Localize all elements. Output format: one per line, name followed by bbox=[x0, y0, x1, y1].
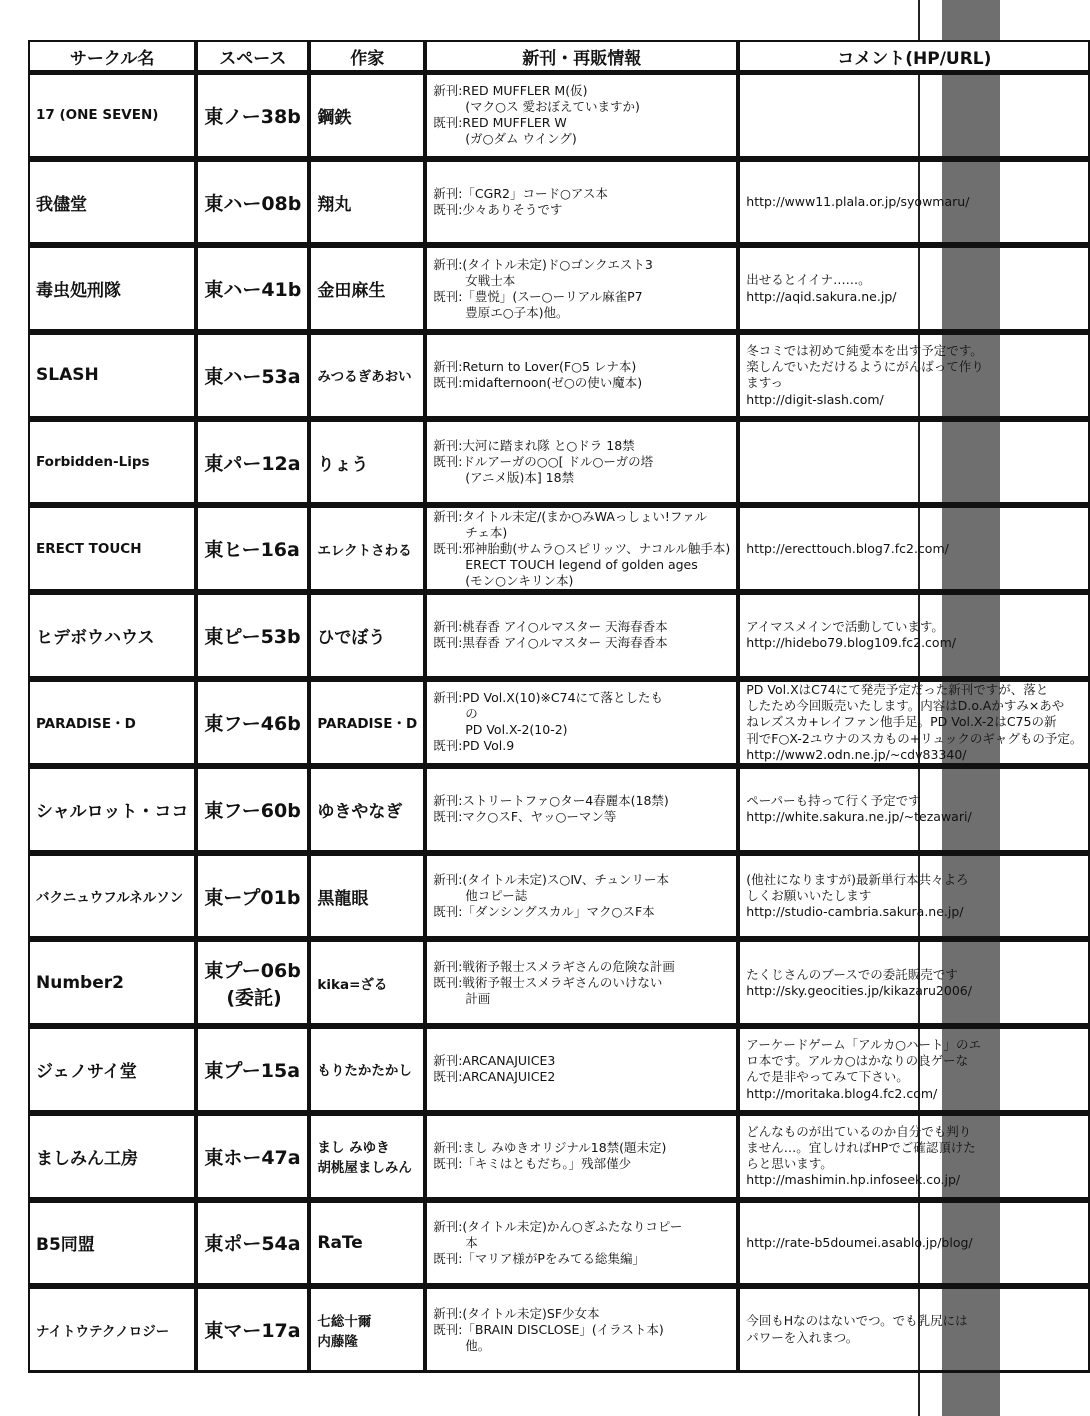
release-info-line: 新刊:桃春香 アイ○ルマスター 天海春香本 bbox=[433, 619, 668, 635]
circle-name: PARADISE・D bbox=[36, 716, 136, 733]
release-info-line: 新刊:ARCANAJUICE3 bbox=[433, 1053, 556, 1069]
release-info-cell bbox=[425, 1200, 738, 1287]
comment-cell bbox=[738, 1286, 1090, 1373]
circle-name-cell bbox=[28, 72, 196, 159]
comment-line: 冬コミでは初めて純愛本を出す予定です。 bbox=[746, 342, 983, 358]
comment-line: んで是非やってみて下さい。 bbox=[746, 1069, 909, 1085]
space-number: 東ハー41b bbox=[204, 279, 302, 302]
release-info-line: (アニメ版)本] 18禁 bbox=[465, 470, 575, 486]
release-info-line: 既刊:「キミはともだち。」残部僅少 bbox=[433, 1156, 632, 1172]
comment-url: http://hidebo79.blog109.fc2.com/ bbox=[746, 635, 956, 651]
release-info-line: 新刊:(タイトル未定)かん○ぎふたなりコピー bbox=[433, 1218, 683, 1234]
author-cell bbox=[309, 505, 425, 592]
release-info-line: 新刊:「CGR2」コード○アス本 bbox=[433, 186, 608, 202]
comment-cell bbox=[738, 505, 1090, 592]
space-number: 東ープ01b bbox=[204, 886, 301, 909]
release-info-line: 新刊:(タイトル未定)ド○ゴンクエスト3 bbox=[433, 256, 653, 272]
circle-name-cell bbox=[28, 332, 196, 419]
release-info-line: 新刊:戦術予報士スメラギさんの危険な計画 bbox=[433, 958, 675, 974]
circle-name-cell bbox=[28, 1286, 196, 1373]
header-info: 新刊・再販情報 bbox=[425, 40, 738, 72]
table-row bbox=[28, 939, 1090, 1026]
circle-name-cell bbox=[28, 1113, 196, 1200]
release-info-line: 既刊:「ダンシングスカル」マク○スF本 bbox=[433, 904, 655, 920]
space-cell bbox=[196, 939, 309, 1026]
table-row bbox=[28, 159, 1090, 246]
comment-cell bbox=[738, 679, 1090, 766]
author-name: 鋼鉄 bbox=[317, 107, 352, 128]
release-info-line: 他。 bbox=[465, 1337, 491, 1353]
circle-name-cell bbox=[28, 505, 196, 592]
release-info-cell bbox=[425, 679, 738, 766]
comment-line: 楽しんでいただけるようにがんばって作り bbox=[746, 359, 984, 375]
space-note: (委託) bbox=[226, 986, 282, 1009]
author-name-2: 内藤隆 bbox=[317, 1333, 358, 1350]
release-info-line: 既刊:「マリア様がPをみてる総集編」 bbox=[433, 1250, 645, 1266]
release-info-line: 新刊:Return to Lover(F○5 レナ本) bbox=[433, 359, 637, 375]
header-author: 作家 bbox=[309, 40, 425, 72]
space-cell bbox=[196, 766, 309, 853]
release-info-line: 既刊:ARCANAJUICE2 bbox=[433, 1069, 556, 1085]
author-cell bbox=[309, 1286, 425, 1373]
release-info-cell bbox=[425, 766, 738, 853]
release-info-cell bbox=[425, 853, 738, 940]
circle-name-cell bbox=[28, 159, 196, 246]
comment-line: たくじさんのブースでの委託販売です bbox=[746, 966, 958, 982]
circle-list-table bbox=[28, 40, 1090, 1373]
circle-name: ジェノサイ堂 bbox=[36, 1061, 137, 1082]
table-row bbox=[28, 853, 1090, 940]
comment-line: ねレズスカ+レイファン他手足。PD Vol.X-2はC75の新 bbox=[746, 714, 1057, 730]
author-cell bbox=[309, 332, 425, 419]
comment-url: http://white.sakura.ne.jp/~tezawari/ bbox=[746, 809, 972, 825]
table-row bbox=[28, 592, 1090, 679]
space-cell bbox=[196, 505, 309, 592]
comment-cell bbox=[738, 1113, 1090, 1200]
space-number: 東ハー08b bbox=[204, 192, 302, 215]
table-row bbox=[28, 679, 1090, 766]
release-info-line: 既刊:マク○スF、ヤッ○ーマン等 bbox=[433, 809, 617, 825]
author-name: RaTe bbox=[317, 1232, 363, 1253]
author-name: 翔丸 bbox=[317, 194, 352, 215]
author-cell bbox=[309, 419, 425, 506]
comment-cell bbox=[738, 419, 1090, 506]
table-header bbox=[28, 40, 1090, 72]
release-info-cell bbox=[425, 245, 738, 332]
circle-name: Forbidden-Lips bbox=[36, 454, 150, 471]
author-cell bbox=[309, 592, 425, 679]
comment-line: PD Vol.XはC74にて発売予定だった新刊ですが、落と bbox=[746, 681, 1049, 697]
space-cell bbox=[196, 853, 309, 940]
table-body bbox=[28, 72, 1090, 1373]
comment-line: ますっ bbox=[746, 375, 784, 391]
comment-cell bbox=[738, 72, 1090, 159]
author-cell bbox=[309, 853, 425, 940]
comment-url: http://aqid.sakura.ne.jp/ bbox=[746, 288, 897, 304]
release-info-line: (マク○ス 愛おぼえていますか) bbox=[465, 99, 640, 115]
release-info-cell bbox=[425, 72, 738, 159]
space-number: 東ポー54a bbox=[204, 1233, 301, 1256]
release-info-cell bbox=[425, 505, 738, 592]
release-info-cell bbox=[425, 159, 738, 246]
author-name: PARADISE・D bbox=[317, 716, 418, 733]
comment-line: (他社になりますが)最新単行本共々よろ bbox=[746, 871, 969, 887]
space-cell bbox=[196, 1286, 309, 1373]
release-info-line: 既刊:midafternoon(ゼ○の使い魔本) bbox=[433, 375, 643, 391]
table-row bbox=[28, 332, 1090, 419]
comment-url: http://www2.odn.ne.jp/~cdv83340/ bbox=[746, 746, 967, 762]
space-cell bbox=[196, 245, 309, 332]
table-row bbox=[28, 245, 1090, 332]
circle-name-cell bbox=[28, 766, 196, 853]
release-info-cell bbox=[425, 332, 738, 419]
comment-cell bbox=[738, 332, 1090, 419]
space-number: 東プー15a bbox=[204, 1059, 301, 1082]
release-info-line: 新刊:(タイトル未定)ス○Ⅳ、チュンリー本 bbox=[433, 872, 669, 888]
space-cell bbox=[196, 72, 309, 159]
circle-name-cell bbox=[28, 419, 196, 506]
circle-name-cell bbox=[28, 679, 196, 766]
author-cell bbox=[309, 159, 425, 246]
circle-name: ナイトウテクノロジー bbox=[36, 1323, 170, 1340]
circle-name: バクニュウフルネルソン bbox=[36, 890, 184, 907]
circle-name-cell bbox=[28, 853, 196, 940]
author-cell bbox=[309, 1026, 425, 1113]
comment-line: どんなものが出ているのか自分でも判り bbox=[746, 1123, 972, 1139]
comment-line: アーケードゲーム「アルカ○ハート」のエ bbox=[746, 1036, 982, 1052]
author-cell bbox=[309, 245, 425, 332]
space-number: 東ヒー16a bbox=[204, 539, 300, 562]
table-row bbox=[28, 1026, 1090, 1113]
author-cell bbox=[309, 72, 425, 159]
comment-line: アイマスメインで活動しています。 bbox=[746, 619, 944, 635]
comment-url: http://moritaka.blog4.fc2.com/ bbox=[746, 1085, 938, 1101]
comment-cell bbox=[738, 1200, 1090, 1287]
space-number: 東パー12a bbox=[204, 452, 301, 475]
author-cell bbox=[309, 1200, 425, 1287]
comment-url: http://studio-cambria.sakura.ne.jp/ bbox=[746, 904, 964, 920]
comment-cell bbox=[738, 592, 1090, 679]
release-info-line: 既刊:ドルアーガの○○[ ドル○ーガの塔 bbox=[433, 454, 654, 470]
comment-cell bbox=[738, 853, 1090, 940]
release-info-line: 新刊:RED MUFFLER M(仮) bbox=[433, 83, 588, 99]
space-cell bbox=[196, 1026, 309, 1113]
release-info-line: 新刊:PD Vol.X(10)※C74にて落としたも bbox=[433, 690, 664, 706]
space-cell bbox=[196, 1200, 309, 1287]
author-name: もりたかたかし bbox=[317, 1063, 412, 1080]
release-info-line: (モン○ンキリン本) bbox=[465, 572, 574, 588]
comment-url: http://mashimin.hp.infoseek.co.jp/ bbox=[746, 1172, 961, 1188]
release-info-line: ERECT TOUCH legend of golden ages bbox=[465, 556, 698, 572]
header-circle: サークル名 bbox=[28, 40, 196, 72]
circle-name: シャルロット・ココ bbox=[36, 801, 189, 822]
release-info-line: 既刊:戦術予報士スメラギさんのいけない bbox=[433, 974, 663, 990]
space-number: 東ハー53a bbox=[204, 365, 301, 388]
author-name-2: 胡桃屋ましみん bbox=[317, 1160, 412, 1177]
circle-name: ERECT TOUCH bbox=[36, 540, 142, 557]
space-number: 東フー60b bbox=[204, 799, 301, 822]
circle-name: Number2 bbox=[36, 972, 124, 993]
author-name: 金田麻生 bbox=[317, 281, 386, 302]
circle-name: 我儘堂 bbox=[36, 194, 87, 215]
author-cell bbox=[309, 939, 425, 1026]
space-cell bbox=[196, 1113, 309, 1200]
release-info-cell bbox=[425, 939, 738, 1026]
release-info-line: 本 bbox=[465, 1234, 478, 1250]
circle-name: ましみん工房 bbox=[36, 1148, 138, 1169]
release-info-line: 既刊:RED MUFFLER W bbox=[433, 115, 567, 131]
circle-name: 17 (ONE SEVEN) bbox=[36, 107, 159, 124]
table-row bbox=[28, 419, 1090, 506]
release-info-line: 新刊:まし みゆきオリジナル18禁(題未定) bbox=[433, 1140, 667, 1156]
release-info-line: 豊原エ○子本)他。 bbox=[465, 304, 569, 320]
release-info-line: 既刊:少々ありそうです bbox=[433, 202, 563, 218]
comment-line: したため今回販売いたします。内容はD.o.Aかすみ×あや bbox=[746, 698, 1065, 714]
author-name: りょう bbox=[317, 454, 369, 475]
space-cell bbox=[196, 159, 309, 246]
release-info-line: 計画 bbox=[465, 990, 491, 1006]
space-cell bbox=[196, 332, 309, 419]
release-info-line: 他コピー誌 bbox=[465, 888, 528, 904]
comment-line: パワーを入れまつ。 bbox=[746, 1329, 859, 1345]
comment-url: http://sky.geocities.jp/kikazaru2006/ bbox=[746, 982, 972, 998]
circle-name-cell bbox=[28, 1200, 196, 1287]
release-info-line: チェ本) bbox=[465, 524, 508, 540]
comment-line: しくお願いいたします bbox=[746, 887, 872, 903]
release-info-line: 既刊:邪神胎動(サムラ○スピリッツ、ナコルル触手本) bbox=[433, 540, 731, 556]
author-name: みつるぎあおい bbox=[317, 369, 412, 386]
comment-cell bbox=[738, 245, 1090, 332]
comment-line: ません…。宜しければHPでご確認頂けた bbox=[746, 1139, 976, 1155]
release-info-line: 新刊:大河に踏まれ隊 と○ドラ 18禁 bbox=[433, 438, 635, 454]
comment-url: http://www11.plala.or.jp/syowmaru/ bbox=[746, 193, 970, 209]
release-info-cell bbox=[425, 1026, 738, 1113]
space-number: 東プー06b bbox=[204, 959, 301, 982]
space-number: 東フー46b bbox=[204, 712, 301, 735]
header-space: スペース bbox=[196, 40, 309, 72]
author-name: ゆきやなぎ bbox=[317, 801, 403, 822]
circle-name-cell bbox=[28, 939, 196, 1026]
space-cell bbox=[196, 679, 309, 766]
table-row bbox=[28, 766, 1090, 853]
comment-line: 出せるとイイナ……。 bbox=[746, 272, 871, 288]
circle-list-page bbox=[28, 0, 1083, 1416]
author-cell bbox=[309, 1113, 425, 1200]
comment-line: 刊でF○X-2ユウナのスカもの+リュックのギャグもの予定。 bbox=[746, 730, 1083, 746]
header-comment: コメント(HP/URL) bbox=[738, 40, 1090, 72]
release-info-line: 既刊:「BRAIN DISCLOSE」(イラスト本) bbox=[433, 1321, 664, 1337]
table-row bbox=[28, 1113, 1090, 1200]
release-info-line: 既刊:黒春香 アイ○ルマスター 天海春香本 bbox=[433, 635, 668, 651]
comment-url: http://erecttouch.blog7.fc2.com/ bbox=[746, 540, 949, 556]
circle-name-cell bbox=[28, 245, 196, 332]
table-row bbox=[28, 1286, 1090, 1373]
release-info-line: 新刊:タイトル未定/(まか○みWAっしょい!ファル bbox=[433, 508, 708, 524]
release-info-line: 既刊:PD Vol.9 bbox=[433, 738, 515, 754]
release-info-cell bbox=[425, 419, 738, 506]
author-name: 七総十爾 bbox=[317, 1313, 372, 1330]
comment-cell bbox=[738, 159, 1090, 246]
space-cell bbox=[196, 419, 309, 506]
author-name: kika=ざる bbox=[317, 976, 388, 993]
release-info-line: の bbox=[465, 706, 478, 722]
table-row bbox=[28, 505, 1090, 592]
release-info-line: 既刊:「豊悦」(スー○ーリアル麻雀P7 bbox=[433, 288, 643, 304]
author-cell bbox=[309, 766, 425, 853]
comment-url: http://rate-b5doumei.asablo.jp/blog/ bbox=[746, 1234, 973, 1250]
space-number: 東マー17a bbox=[204, 1320, 301, 1343]
comment-cell bbox=[738, 1026, 1090, 1113]
release-info-line: PD Vol.X-2(10-2) bbox=[465, 722, 568, 738]
comment-cell bbox=[738, 766, 1090, 853]
release-info-line: 新刊:ストリートファ○ター4春麗本(18禁) bbox=[433, 793, 669, 809]
circle-name: B5同盟 bbox=[36, 1235, 95, 1256]
release-info-cell bbox=[425, 592, 738, 679]
author-name: 黒龍眼 bbox=[317, 888, 369, 909]
comment-line: らと思います。 bbox=[746, 1156, 833, 1172]
table-row bbox=[28, 72, 1090, 159]
comment-cell bbox=[738, 939, 1090, 1026]
author-cell bbox=[309, 679, 425, 766]
circle-name-cell bbox=[28, 592, 196, 679]
space-number: 東ピー53b bbox=[204, 625, 301, 648]
table-row bbox=[28, 1200, 1090, 1287]
comment-line: ペーパーも持って行く予定です bbox=[746, 793, 921, 809]
comment-line: 今回もHなのはないでつ。でも乳尻には bbox=[746, 1313, 968, 1329]
circle-name: ヒデボウハウス bbox=[36, 627, 155, 648]
comment-line: ロ本です。アルカ○はかなりの良ゲーな bbox=[746, 1053, 969, 1069]
release-info-cell bbox=[425, 1113, 738, 1200]
release-info-line: (ガ○ダム ウイング) bbox=[465, 131, 577, 147]
circle-name: 毒虫処刑隊 bbox=[36, 281, 121, 302]
release-info-line: 女戦士本 bbox=[465, 272, 516, 288]
author-name: ひでぼう bbox=[317, 627, 386, 648]
space-number: 東ノー38b bbox=[204, 105, 301, 128]
comment-url: http://digit-slash.com/ bbox=[746, 391, 884, 407]
release-info-line: 新刊:(タイトル未定)SF少女本 bbox=[433, 1305, 600, 1321]
space-number: 東ホー47a bbox=[204, 1146, 301, 1169]
author-name: エレクトさわる bbox=[317, 542, 412, 559]
author-name: まし みゆき bbox=[317, 1140, 390, 1157]
circle-name: SLASH bbox=[36, 365, 99, 386]
space-cell bbox=[196, 592, 309, 679]
circle-name-cell bbox=[28, 1026, 196, 1113]
release-info-cell bbox=[425, 1286, 738, 1373]
